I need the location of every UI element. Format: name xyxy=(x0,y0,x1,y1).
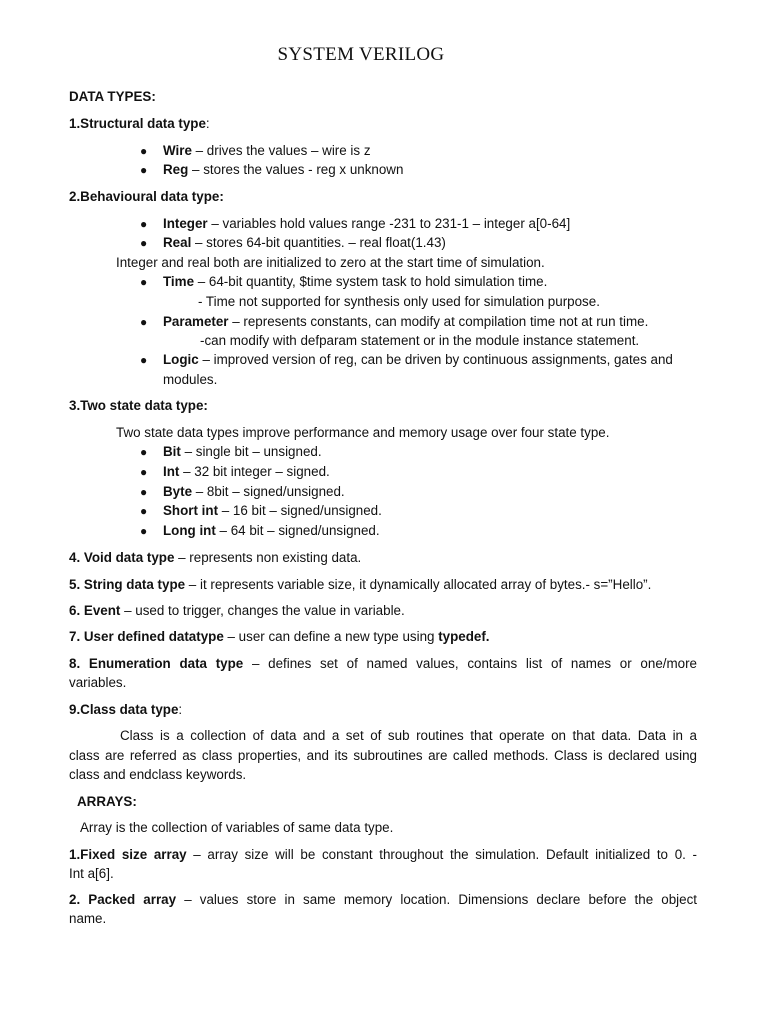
term-short-int: Short int xyxy=(163,503,219,518)
term-fixed-size-array: 1.Fixed size array xyxy=(69,847,187,862)
bullet-icon: ● xyxy=(140,504,148,518)
desc-int: – 32 bit integer – signed. xyxy=(179,464,330,479)
term-enumeration: 8. Enumeration data type xyxy=(69,656,244,671)
desc-event: – used to trigger, changes the value in variable. xyxy=(120,603,405,618)
section-9-heading-colon: : xyxy=(178,702,183,717)
two-state-intro: Two state data types improve performance and memory usage over four state type. xyxy=(116,425,610,440)
desc-short-int: – 16 bit – signed/unsigned. xyxy=(218,503,382,518)
desc-long-int: – 64 bit – signed/unsigned. xyxy=(215,523,380,538)
term-integer: Integer xyxy=(163,216,208,231)
section-4-void xyxy=(69,549,361,567)
term-long-int: Long int xyxy=(163,523,216,538)
bullet-icon: ● xyxy=(140,236,148,250)
bullet-icon: ● xyxy=(140,275,148,289)
data-types-heading: DATA TYPES: xyxy=(69,89,156,104)
packed-array xyxy=(69,891,697,909)
section-9-heading xyxy=(69,701,182,719)
list-item-bit xyxy=(163,443,322,461)
desc-void: – represents non existing data. xyxy=(174,550,362,565)
section-6-event xyxy=(69,602,405,620)
bullet-icon: ● xyxy=(140,353,148,367)
integer-real-note: Integer and real both are initialized to zero at the start time of simulation. xyxy=(116,255,545,270)
desc-reg: – stores the values - reg x unknown xyxy=(188,162,404,177)
keyword-typedef: typedef. xyxy=(438,629,490,644)
class-paragraph-line-1: Class is a collection of data and a set of sub routines that operate on that data. Data in a xyxy=(120,728,697,743)
list-item-wire xyxy=(163,142,371,160)
bullet-icon: ● xyxy=(140,315,148,329)
list-item-integer xyxy=(163,215,570,233)
desc-time: – 64-bit quantity, $time system task to hold simulation time. xyxy=(194,274,548,289)
section-8-enumeration xyxy=(69,655,697,673)
term-packed-array: 2. Packed array xyxy=(69,892,177,907)
list-item-int xyxy=(163,463,330,481)
bullet-icon: ● xyxy=(140,445,148,459)
desc-bit: – single bit – unsigned. xyxy=(180,444,322,459)
list-item-time xyxy=(163,273,547,291)
class-paragraph-line-2: class are referred as class properties, and its subroutines are called methods. Class is declared using xyxy=(69,748,697,763)
time-continuation: - Time not supported for synthesis only used for simulation purpose. xyxy=(198,294,600,309)
list-item-real xyxy=(163,234,446,252)
list-item-parameter xyxy=(163,313,648,331)
term-void: 4. Void data type xyxy=(69,550,175,565)
section-9-heading-label: 9.Class data type xyxy=(69,702,179,717)
desc-enumeration: – defines set of named values, contains list of names or one/more xyxy=(243,656,697,671)
term-logic: Logic xyxy=(163,352,199,367)
term-wire: Wire xyxy=(163,143,192,158)
section-1-heading-label: 1.Structural data type xyxy=(69,116,206,131)
arrays-heading: ARRAYS: xyxy=(77,794,137,809)
desc-packed-array: – values store in same memory location. Dimensions declare before the object xyxy=(176,892,698,907)
logic-continuation: modules. xyxy=(163,372,218,387)
enumeration-continuation: variables. xyxy=(69,675,127,690)
bullet-icon: ● xyxy=(140,217,148,231)
bullet-icon: ● xyxy=(140,524,148,538)
desc-wire: – drives the values – wire is z xyxy=(191,143,371,158)
term-event: 6. Event xyxy=(69,603,121,618)
list-item-long-int xyxy=(163,522,380,540)
list-item-reg xyxy=(163,161,403,179)
list-item-byte xyxy=(163,483,345,501)
desc-byte: – 8bit – signed/unsigned. xyxy=(192,484,345,499)
section-5-string xyxy=(69,576,651,594)
fixed-size-array-continuation: Int a[6]. xyxy=(69,866,114,881)
term-bit: Bit xyxy=(163,444,181,459)
bullet-icon: ● xyxy=(140,465,148,479)
section-2-heading: 2.Behavioural data type: xyxy=(69,189,224,204)
bullet-icon: ● xyxy=(140,144,148,158)
desc-user-defined: – user can define a new type using xyxy=(223,629,439,644)
term-byte: Byte xyxy=(163,484,193,499)
term-real: Real xyxy=(163,235,192,250)
list-item-logic xyxy=(163,351,673,369)
section-3-heading: 3.Two state data type: xyxy=(69,398,208,413)
section-1-heading xyxy=(69,115,210,133)
bullet-icon: ● xyxy=(140,485,148,499)
term-int: Int xyxy=(163,464,180,479)
desc-fixed-size-array: – array size will be constant throughout the simulation. Default initialized to 0. - xyxy=(186,847,698,862)
page-title: SYSTEM VERILOG xyxy=(277,44,445,65)
parameter-continuation: -can modify with defparam statement or in the module instance statement. xyxy=(200,333,640,348)
fixed-size-array xyxy=(69,846,697,864)
desc-parameter: – represents constants, can modify at compilation time not at run time. xyxy=(228,314,649,329)
term-time: Time xyxy=(163,274,195,289)
class-paragraph-line-3: class and endclass keywords. xyxy=(69,767,247,782)
desc-real: – stores 64-bit quantities. – real float(1.43) xyxy=(191,235,446,250)
section-1-heading-colon: : xyxy=(205,116,210,131)
arrays-intro: Array is the collection of variables of same data type. xyxy=(80,820,394,835)
term-string: 5. String data type xyxy=(69,577,186,592)
desc-logic: – improved version of reg, can be driven by continuous assignments, gates and xyxy=(198,352,673,367)
term-user-defined: 7. User defined datatype xyxy=(69,629,224,644)
list-item-short-int xyxy=(163,502,382,520)
desc-integer: – variables hold values range -231 to 231-1 – integer a[0-64] xyxy=(207,216,571,231)
packed-array-continuation: name. xyxy=(69,911,107,926)
bullet-icon: ● xyxy=(140,163,148,177)
desc-string: – it represents variable size, it dynamically allocated array of bytes.- s=”Hello”. xyxy=(185,577,652,592)
section-7-user-defined xyxy=(69,628,490,646)
term-reg: Reg xyxy=(163,162,189,177)
term-parameter: Parameter xyxy=(163,314,229,329)
